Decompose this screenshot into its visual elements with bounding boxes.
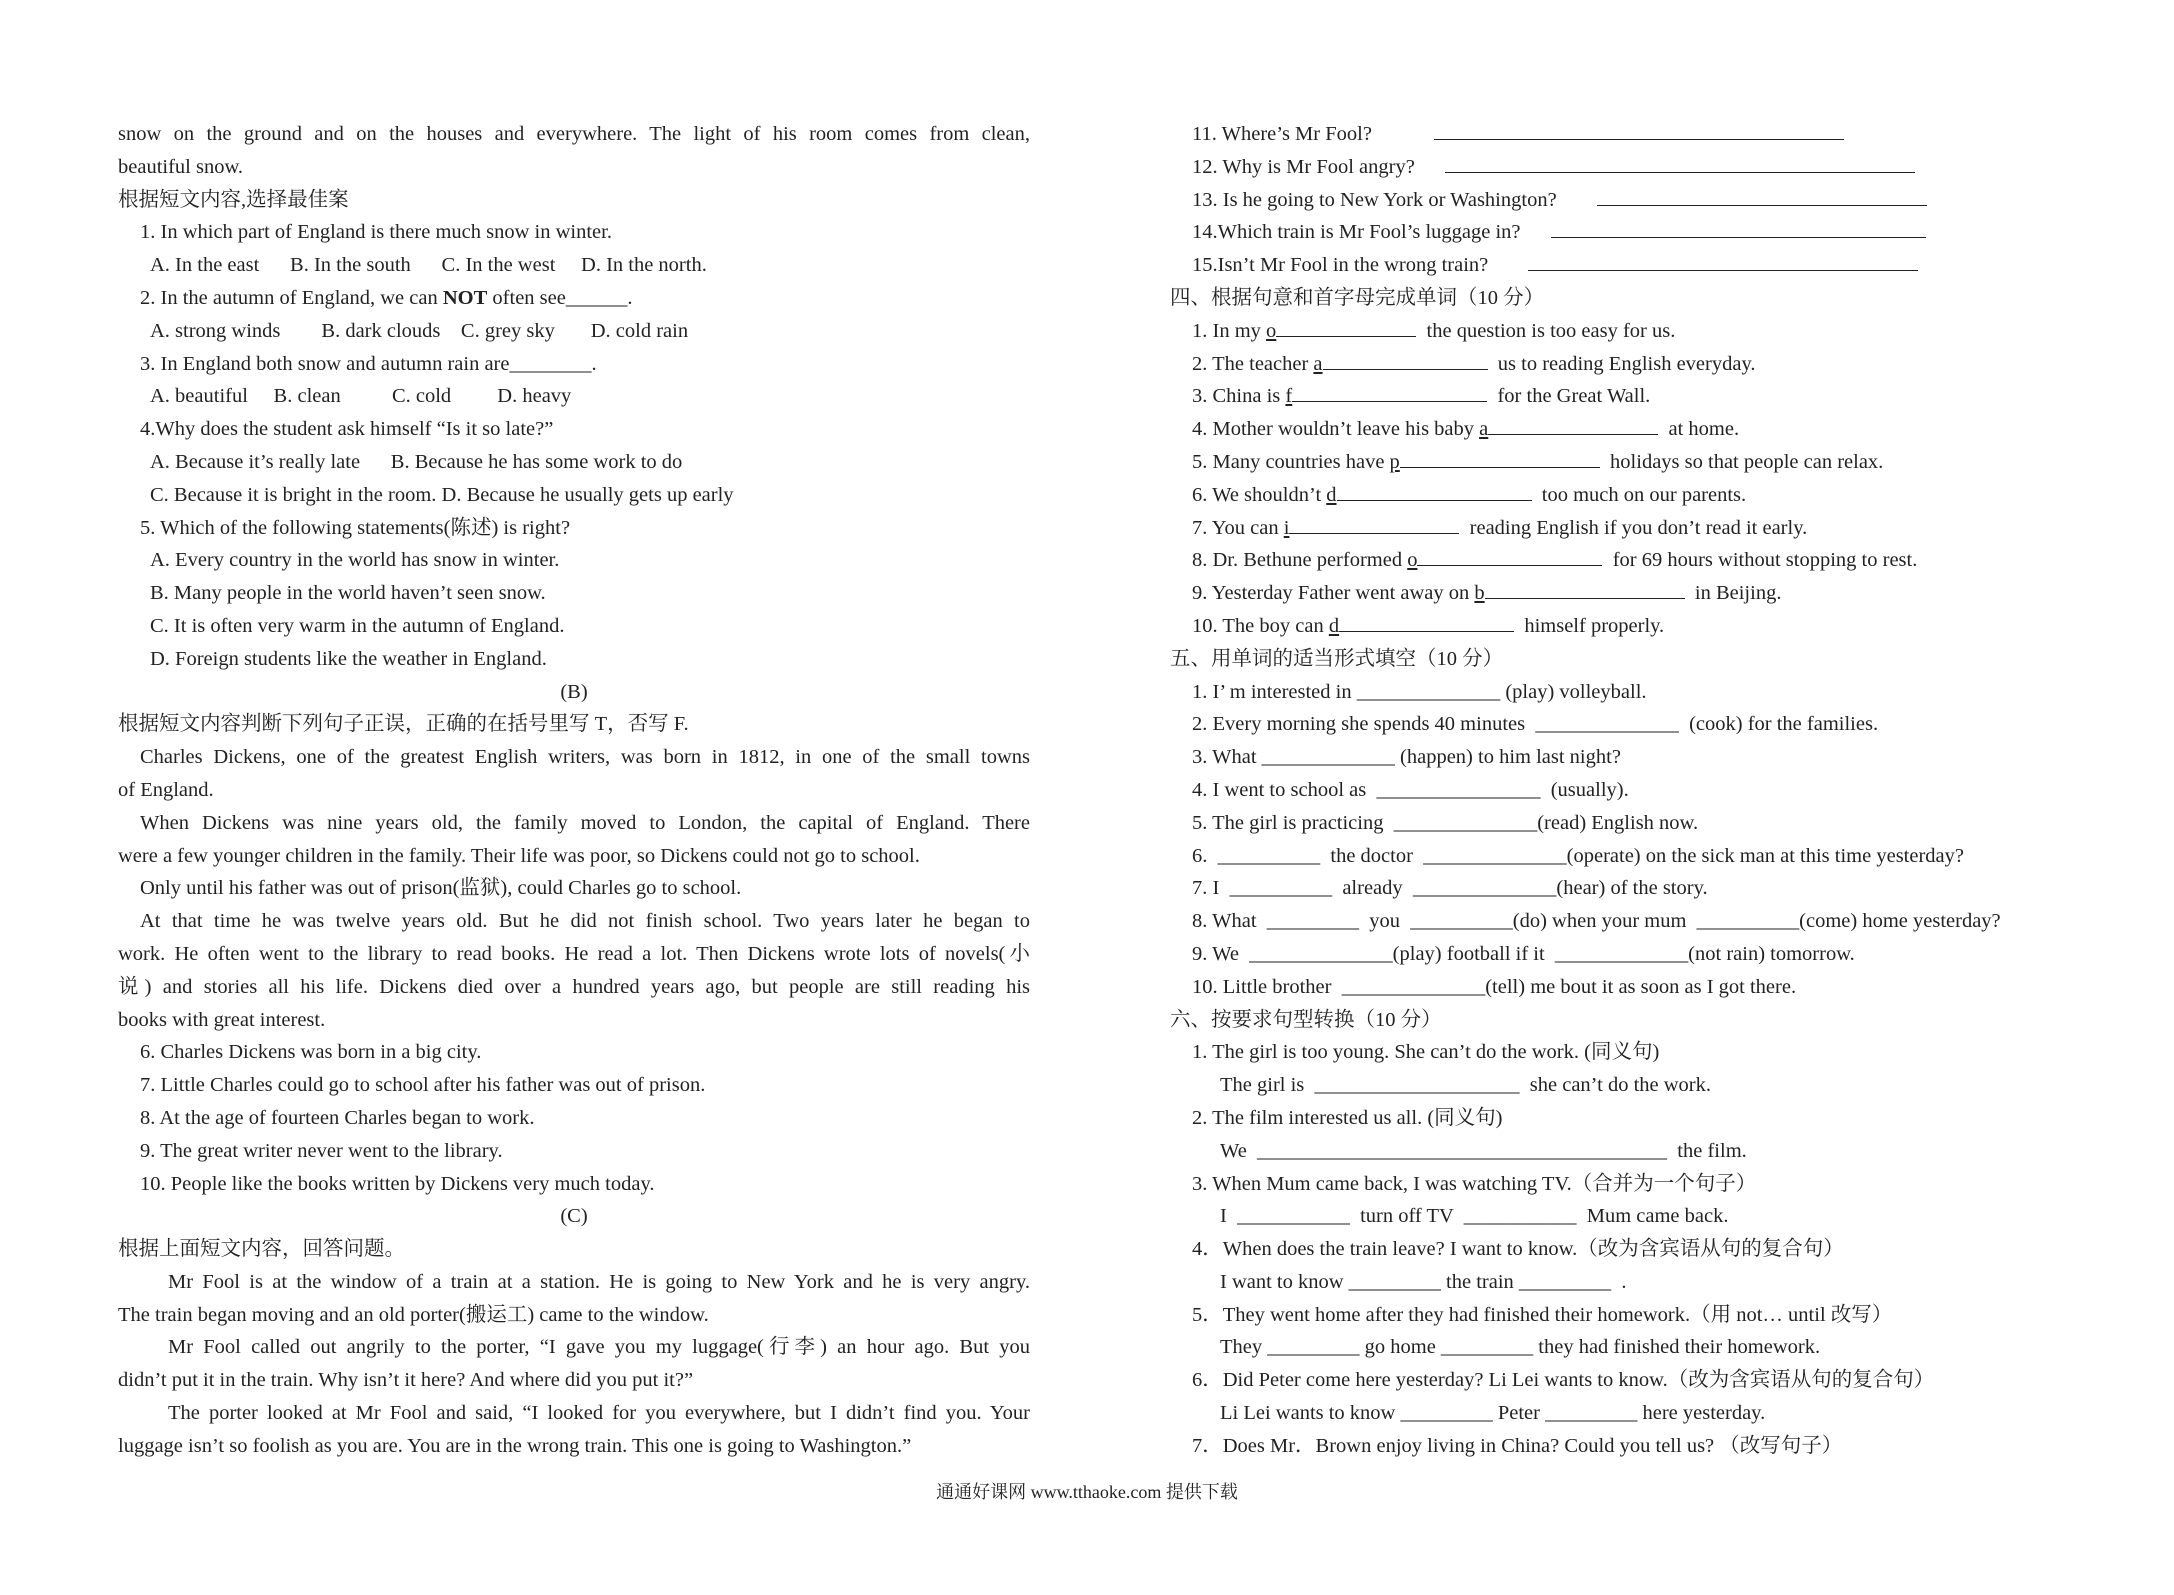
- answer-blank[interactable]: [1276, 318, 1416, 337]
- text-line: 8. What _________ you __________(do) when your mum __________(come) home yesterday?: [1192, 910, 2001, 933]
- text-line: [1170, 348, 2070, 381]
- text-line: Only until his father was out of prison(监狱), could Charles go to school.: [140, 877, 742, 900]
- text-line: 5. Which of the following statements(陈述) is right?: [140, 516, 571, 539]
- answer-blank[interactable]: [1289, 515, 1459, 534]
- page-footer: 通通好课网 www.tthaoke.com 提供下载: [936, 1482, 1238, 1502]
- text-line: I ___________ turn off TV ___________ Mum came back.: [1220, 1205, 1729, 1228]
- text-line: 9. The great writer never went to the library.: [140, 1139, 503, 1162]
- text-line: 4.Why does the student ask himself “Is it so late?”: [140, 418, 554, 441]
- question-rest: the question is too easy for us.: [1416, 319, 1676, 342]
- text-line: A. Every country in the world has snow in winter.: [150, 549, 560, 572]
- text-line: [1170, 512, 2070, 545]
- answer-line[interactable]: [1528, 252, 1918, 271]
- text-line: Li Lei wants to know _________ Peter _________ here yesterday.: [1220, 1402, 1766, 1425]
- text-line: 3. When Mum came back, I was watching TV.（合并为一个句子）: [1192, 1172, 1757, 1195]
- first-letter-hint: f: [1285, 385, 1293, 408]
- emphasis-word: NOT: [442, 286, 488, 309]
- text-line: 根据短文内容,选择最佳案: [118, 188, 349, 211]
- text-line: 9. We ______________(play) football if it _____________(not rain) tomorrow.: [1192, 942, 1855, 965]
- text-line: Mr Fool is at the window of a train at a station. He is going to New York and he is very angry.: [168, 1270, 1030, 1293]
- first-letter-hint: i: [1283, 516, 1290, 539]
- text-line: 3. What _____________ (happen) to him last night?: [1192, 746, 1621, 769]
- text-line: [1170, 249, 2070, 282]
- text-line: [1170, 413, 2070, 446]
- text-line: C. Because it is bright in the room. D. Because he usually gets up early: [150, 483, 734, 506]
- text-line: [1170, 315, 2070, 348]
- question-text: 5. Many countries have: [1192, 450, 1390, 473]
- text-line: 四、根据句意和首字母完成单词（10 分）: [1170, 286, 1545, 309]
- question-text: 8. Dr. Bethune performed: [1192, 549, 1408, 572]
- answer-blank[interactable]: [1323, 351, 1488, 370]
- question-rest: too much on our parents.: [1531, 483, 1747, 506]
- text-line: 根据短文内容判断下列句子正误，正确的在括号里写 T，否写 F.: [118, 713, 689, 736]
- first-letter-hint: a: [1479, 418, 1489, 441]
- question-text: 3. China is: [1192, 385, 1286, 408]
- first-letter-hint: o: [1266, 319, 1277, 342]
- answer-line[interactable]: [1434, 121, 1844, 140]
- text-line: 7. Little Charles could go to school after his father was out of prison.: [140, 1074, 706, 1097]
- text-line: books with great interest.: [118, 1008, 326, 1031]
- answer-blank[interactable]: [1485, 580, 1685, 599]
- text-line: Mr Fool called out angrily to the porter, “I gave you my luggage(行李) an hour ago. But you: [168, 1336, 1030, 1359]
- text-line: 4. I went to school as ________________ (usually).: [1192, 778, 1629, 801]
- text-line: 6. Charles Dickens was born in a big city.: [140, 1041, 482, 1064]
- text-line: C. It is often very warm in the autumn of England.: [150, 614, 565, 637]
- text-line: of England.: [118, 778, 214, 801]
- text-line: luggage isn’t so foolish as you are. You are in the wrong train. This one is going to Washington.”: [118, 1434, 912, 1457]
- question-text: 12. Why is Mr Fool angry?: [1192, 155, 1415, 178]
- text-line: The porter looked at Mr Fool and said, “I looked for you everywhere, but I didn’t find you. Your: [168, 1402, 1030, 1425]
- text-line: didn’t put it in the train. Why isn’t it here? And where did you put it?”: [118, 1369, 694, 1392]
- text-line: When Dickens was nine years old, the family moved to London, the capital of England. There: [140, 811, 1030, 834]
- text-line: At that time he was twelve years old. But he did not finish school. Two years later he began to: [140, 910, 1030, 933]
- answer-blank[interactable]: [1400, 449, 1600, 468]
- text-line: B. Many people in the world haven’t seen snow.: [150, 582, 546, 605]
- text-line: 7. I __________ already ______________(hear) of the story.: [1192, 877, 1708, 900]
- question-text: 1. In my: [1192, 319, 1267, 342]
- text-line: 五、用单词的适当形式填空（10 分）: [1170, 647, 1504, 670]
- text-line: A. Because it’s really late B. Because he has some work to do: [150, 450, 683, 473]
- text-line: [1170, 479, 2070, 512]
- text-line: 3. In England both snow and autumn rain are________.: [140, 352, 597, 375]
- text-line: beautiful snow.: [118, 155, 244, 178]
- answer-blank[interactable]: [1337, 482, 1532, 501]
- text-line: 根据上面短文内容，回答问题。: [118, 1238, 405, 1261]
- text-line: 6．Did Peter come here yesterday? Li Lei wants to know.（改为含宾语从句的复合句）: [1192, 1369, 1935, 1392]
- text-line: 10. Little brother ______________(tell) me bout it as soon as I got there.: [1192, 975, 1797, 998]
- text-line: 4．When does the train leave? I want to know.（改为含宾语从句的复合句）: [1192, 1238, 1844, 1261]
- text-line: 8. At the age of fourteen Charles began to work.: [140, 1106, 535, 1129]
- question-rest: reading English if you don’t read it early.: [1459, 516, 1808, 539]
- text-line: [1170, 544, 2070, 577]
- question-text: 13. Is he going to New York or Washington?: [1192, 188, 1557, 211]
- text-line: were a few younger children in the family. Their life was poor, so Dickens could not go to school.: [118, 844, 920, 867]
- text-line: The girl is ____________________ she can’t do the work.: [1220, 1074, 1711, 1097]
- text-line: (C): [560, 1205, 588, 1228]
- text-line: [1170, 446, 2070, 479]
- text-line: A. In the east B. In the south C. In the west D. In the north.: [150, 254, 707, 277]
- answer-line[interactable]: [1551, 219, 1926, 238]
- text-line: [1170, 118, 2070, 151]
- text-line: A. beautiful B. clean C. cold D. heavy: [150, 385, 572, 408]
- first-letter-hint: p: [1389, 450, 1400, 473]
- text-line: [1170, 151, 2070, 184]
- question-rest: at home.: [1658, 418, 1740, 441]
- text-line: [1170, 577, 2070, 610]
- question-text: 7. You can: [1192, 516, 1284, 539]
- left-column: [118, 118, 1030, 1463]
- answer-blank[interactable]: [1292, 383, 1487, 402]
- text-line: Charles Dickens, one of the greatest English writers, was born in 1812, in one of the small towns: [140, 746, 1030, 769]
- text-line: 1. The girl is too young. She can’t do the work. (同义句): [1192, 1041, 1660, 1064]
- text-line: snow on the ground and on the houses and everywhere. The light of his room comes from clean,: [118, 123, 1030, 145]
- text-line: 2. In the autumn of England, we can NOT often see______.: [140, 286, 633, 309]
- question-text: 9. Yesterday Father went away on: [1192, 582, 1475, 605]
- text-line: 5. The girl is practicing ______________(read) English now.: [1192, 811, 1699, 834]
- text-line: 2. Every morning she spends 40 minutes ______________ (cook) for the families.: [1192, 713, 1879, 736]
- first-letter-hint: b: [1474, 582, 1485, 605]
- text-line: 5．They went home after they had finished their homework.（用 not… until 改写）: [1192, 1303, 1893, 1326]
- text-line: I want to know _________ the train _________ .: [1220, 1270, 1627, 1293]
- first-letter-hint: o: [1407, 549, 1418, 572]
- question-rest: in Beijing.: [1684, 582, 1782, 605]
- question-rest: himself properly.: [1514, 614, 1665, 637]
- question-text: 10. The boy can: [1192, 614, 1329, 637]
- question-text: 14.Which train is Mr Fool’s luggage in?: [1192, 221, 1521, 244]
- answer-blank[interactable]: [1488, 416, 1658, 435]
- question-text: 15.Isn’t Mr Fool in the wrong train?: [1192, 254, 1489, 277]
- text-line: We ________________________________________ the film.: [1220, 1139, 1747, 1162]
- question-text: 11. Where’s Mr Fool?: [1192, 123, 1372, 145]
- text-line: [1170, 380, 2070, 413]
- text-line: 10. People like the books written by Dickens very much today.: [140, 1172, 655, 1195]
- text-line: 1. I’ m interested in ______________ (play) volleyball.: [1192, 680, 1647, 703]
- text-line: [1170, 184, 2070, 217]
- text-line: A. strong winds B. dark clouds C. grey sky D. cold rain: [150, 319, 689, 342]
- text-line: D. Foreign students like the weather in England.: [150, 647, 547, 670]
- text-line: The train began moving and an old porter(搬运工) came to the window.: [118, 1303, 709, 1326]
- first-letter-hint: d: [1328, 614, 1340, 637]
- answer-blank[interactable]: [1339, 613, 1514, 632]
- text-line: 6. __________ the doctor ______________(operate) on the sick man at this time yesterday?: [1192, 844, 1964, 867]
- question-text: 2. The teacher: [1192, 352, 1314, 375]
- first-letter-hint: d: [1326, 483, 1337, 506]
- text-line: 说) and stories all his life. Dickens died over a hundred years ago, but people are still reading his: [118, 975, 1030, 998]
- question-rest: holidays so that people can relax.: [1599, 450, 1884, 473]
- text-line: [1170, 610, 2070, 643]
- right-column: [1170, 118, 2070, 1463]
- question-text: 6. We shouldn’t: [1192, 483, 1327, 506]
- answer-line[interactable]: [1597, 187, 1927, 206]
- text-line: They _________ go home _________ they had finished their homework.: [1220, 1336, 1821, 1359]
- text-line: 1. In which part of England is there much snow in winter.: [140, 221, 612, 244]
- text-line: 2. The film interested us all. (同义句): [1192, 1106, 1503, 1129]
- answer-blank[interactable]: [1417, 547, 1602, 566]
- question-rest: for the Great Wall.: [1487, 385, 1651, 408]
- question-text: 4. Mother wouldn’t leave his baby: [1192, 418, 1480, 441]
- question-rest: us to reading English everyday.: [1487, 352, 1756, 375]
- question-rest: for 69 hours without stopping to rest.: [1602, 549, 1918, 572]
- text-line: [1170, 216, 2070, 249]
- answer-line[interactable]: [1445, 154, 1915, 173]
- text-line: 7．Does Mr．Brown enjoy living in China? Could you tell us? （改写句子）: [1192, 1434, 1843, 1457]
- first-letter-hint: a: [1313, 352, 1323, 375]
- text-line: 六、按要求句型转换（10 分）: [1170, 1008, 1442, 1031]
- text-line: work. He often went to the library to read books. He read a lot. Then Dickens wrote lots of novels(小: [118, 942, 1030, 965]
- text-line: (B): [560, 680, 588, 703]
